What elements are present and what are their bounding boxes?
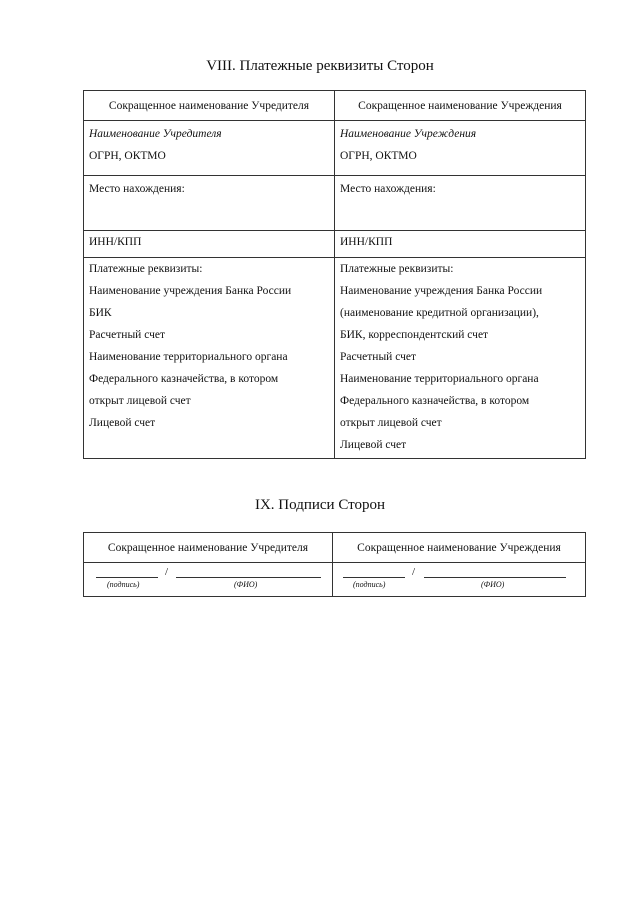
section-8-title: VIII. Платежные реквизиты Сторон [206,58,434,74]
institution-signature-caption: (подпись) [353,580,386,589]
founder-payment-line: Расчетный счет [89,329,165,341]
location-row [84,176,586,231]
institution-fio-caption: (ФИО) [481,580,505,589]
founder-fio-line [176,577,321,578]
signatures-row [84,563,586,597]
founder-payment-cell [84,258,335,459]
founder-slash: / [165,566,169,578]
founder-payment-line: Лицевой счет [89,417,156,429]
inn-row [84,231,586,258]
founder-payment-line: Наименование территориального органа [89,351,288,363]
founder-payment-line: Федерального казначейства, в котором [89,373,279,385]
founder-payment-line: Платежные реквизиты: [89,263,203,275]
founder-signature-block [84,563,332,596]
signatures-table [83,532,586,597]
institution-inn: ИНН/КПП [340,236,393,248]
payment-details-table [83,90,586,459]
institution-slash: / [412,566,416,578]
founder-fio-caption: (ФИО) [234,580,258,589]
header-row [84,91,586,121]
institution-signature-block [333,563,585,596]
institution-payment-line: (наименование кредитной организации), [340,307,539,319]
institution-location: Место нахождения: [340,183,436,195]
institution-fio-line [424,577,566,578]
institution-payment-line: Наименование учреждения Банка России [340,285,543,297]
founder-name: Наименование Учредителя [89,128,222,140]
institution-payment-line: Федерального казначейства, в котором [340,395,530,407]
institution-payment-line: Лицевой счет [340,439,407,451]
founder-payment-line: открыт лицевой счет [89,395,191,407]
institution-payment-line: Платежные реквизиты: [340,263,454,275]
signatures-header-row [84,533,586,563]
founder-header: Сокращенное наименование Учредителя [84,91,335,121]
institution-payment-line: открыт лицевой счет [340,417,442,429]
institution-ogrn: ОГРН, ОКТМО [340,150,417,162]
section-9-title: IX. Подписи Сторон [254,497,386,513]
founder-ogrn: ОГРН, ОКТМО [89,150,166,162]
founder-signature-caption: (подпись) [107,580,140,589]
institution-payment-cell [335,258,586,459]
founder-payment-line: Наименование учреждения Банка России [89,285,292,297]
founder-inn: ИНН/КПП [89,236,142,248]
institution-signature-line [343,577,405,578]
institution-signature-header: Сокращенное наименование Учреждения [333,533,586,563]
founder-location: Место нахождения: [89,183,185,195]
institution-header: Сокращенное наименование Учреждения [335,91,586,121]
institution-name: Наименование Учреждения [340,128,477,140]
name-row [84,121,586,176]
institution-payment-line: Наименование территориального органа [340,373,539,385]
founder-signature-header: Сокращенное наименование Учредителя [84,533,333,563]
institution-payment-line: БИК, корреспондентский счет [340,329,489,341]
founder-signature-line [96,577,158,578]
founder-payment-line: БИК [89,307,112,319]
institution-payment-line: Расчетный счет [340,351,416,363]
payment-row [84,258,586,459]
